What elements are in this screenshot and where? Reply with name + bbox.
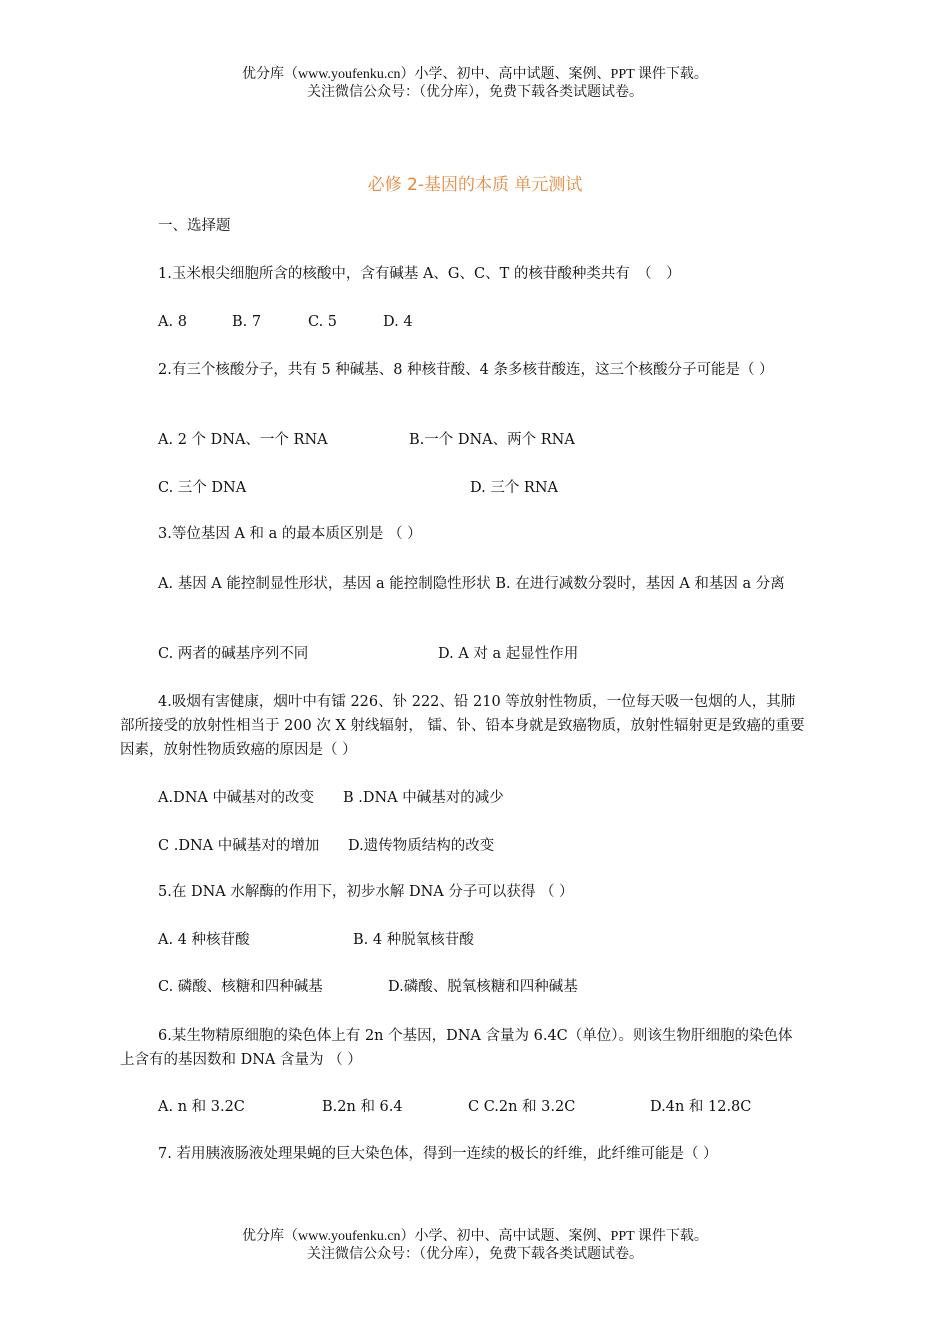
question-6-option-d: D.4n 和 12.8C xyxy=(650,1099,752,1115)
header-line-1: 优分库（www.youfenku.cn）小学、初中、高中试题、案例、PPT 课件下载。 xyxy=(242,67,708,82)
question-7-stem: 7. 若用胰液肠液处理果蝇的巨大染色体，得到一连续的极长的纤维，此纤维可能是（ ） xyxy=(158,1146,718,1162)
footer-line-1: 优分库（www.youfenku.cn）小学、初中、高中试题、案例、PPT 课件下载。 xyxy=(242,1229,708,1244)
question-2-option-d: D. 三个 RNA xyxy=(470,480,559,496)
question-4-option-d: D.遗传物质结构的改变 xyxy=(348,838,495,854)
question-4-stem: 4.吸烟有害健康，烟叶中有镭 226、钋 222、铅 210 等放射性物质，一位每天吸一包烟的人，其肺部所接受的放射性相当于 200 次 X 射线辐射， 镭、钋、铅本身就是致癌物质，放射性辐射更是致癌的重要因素，放射性物质致癌的原因是（ ） xyxy=(120,694,805,758)
question-6-stem: 6.某生物精原细胞的染色体上有 2n 个基因，DNA 含量为 6.4C（单位）。则该生物肝细胞的染色体上含有的基因数和 DNA 含量为 （ ） xyxy=(120,1028,793,1068)
question-5-option-d: D.磷酸、脱氧核糖和四种碱基 xyxy=(388,979,578,995)
question-1-option-a: A. 8 xyxy=(158,314,187,330)
document-title: 必修 2-基因的本质 单元测试 xyxy=(367,175,583,195)
footer-line-2: 关注微信公众号：（优分库），免费下载各类试题试卷。 xyxy=(307,1247,643,1262)
question-3-stem: 3.等位基因 A 和 a 的最本质区别是 （ ） xyxy=(158,526,422,542)
question-1-option-b: B. 7 xyxy=(232,314,262,330)
question-5-option-b: B. 4 种脱氧核苷酸 xyxy=(353,932,474,948)
question-3-option-c: C. 两者的碱基序列不同 xyxy=(158,646,309,662)
page-header xyxy=(0,66,950,102)
question-6-option-c: C C.2n 和 3.2C xyxy=(468,1099,576,1115)
question-5-option-a: A. 4 种核苷酸 xyxy=(158,932,250,948)
question-1-option-d: D. 4 xyxy=(383,314,413,330)
question-5-stem: 5.在 DNA 水解酶的作用下，初步水解 DNA 分子可以获得 （ ） xyxy=(158,884,574,900)
question-3-option-d: D. A 对 a 起显性作用 xyxy=(438,646,579,662)
question-1-stem: 1.玉米根尖细胞所含的核酸中，含有碱基 A、G、C、T 的核苷酸种类共有 （ ） xyxy=(158,266,681,282)
section-heading: 一、选择题 xyxy=(158,218,231,234)
question-2-option-c: C. 三个 DNA xyxy=(158,480,247,496)
question-4-option-a: A.DNA 中碱基对的改变 xyxy=(158,790,314,806)
question-6-option-a: A. n 和 3.2C xyxy=(158,1099,245,1115)
question-2-option-a: A. 2 个 DNA、一个 RNA xyxy=(158,432,328,448)
header-line-2: 关注微信公众号：（优分库），免费下载各类试题试卷。 xyxy=(307,85,643,100)
question-4-option-c: C .DNA 中碱基对的增加 xyxy=(158,838,320,854)
question-5-option-c: C. 磷酸、核糖和四种碱基 xyxy=(158,979,323,995)
page-footer xyxy=(0,1228,950,1264)
question-2-stem: 2.有三个核酸分子，共有 5 种碱基、8 种核苷酸、4 条多核苷酸连，这三个核酸分子可能是（ ） xyxy=(158,362,774,378)
question-1-option-c: C. 5 xyxy=(308,314,338,330)
question-2-option-b: B.一个 DNA、两个 RNA xyxy=(409,432,575,448)
question-3-option-ab: A. 基因 A 能控制显性形状，基因 a 能控制隐性形状 B. 在进行减数分裂时，基因 A 和基因 a 分离 xyxy=(158,576,785,592)
question-6-option-b: B.2n 和 6.4 xyxy=(322,1099,403,1115)
question-4-option-b: B .DNA 中碱基对的减少 xyxy=(343,790,504,806)
